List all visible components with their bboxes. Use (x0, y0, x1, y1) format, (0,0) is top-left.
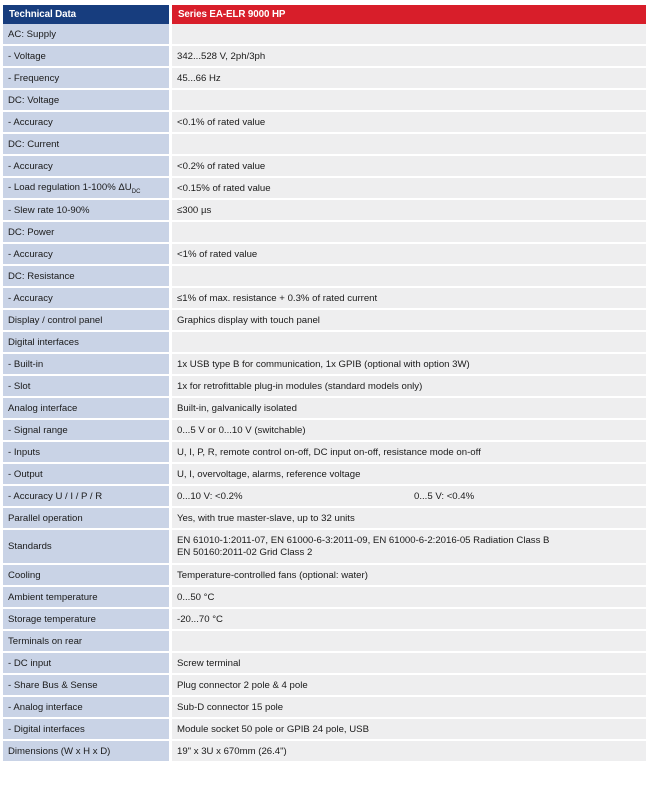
row-value: Sub-D connector 15 pole (172, 697, 646, 719)
row-value: <0.1% of rated value (172, 112, 646, 134)
row-label: - Voltage (3, 46, 172, 68)
row-value: U, I, P, R, remote control on-off, DC input on-off, resistance mode on-off (172, 442, 646, 464)
row-label: - Built-in (3, 354, 172, 376)
table-row (3, 464, 646, 486)
row-value: 0...5 V or 0...10 V (switchable) (172, 420, 646, 442)
row-label: - Share Bus & Sense (3, 675, 172, 697)
row-label (3, 178, 172, 200)
table-row (3, 222, 646, 244)
row-label: Parallel operation (3, 508, 172, 530)
row-label-subscript: DC (131, 188, 141, 195)
table-row (3, 134, 646, 156)
table-row (3, 90, 646, 112)
row-label: Analog interface (3, 398, 172, 420)
table-row (3, 332, 646, 354)
row-value: Built-in, galvanically isolated (172, 398, 646, 420)
table-row (3, 530, 646, 565)
table-row (3, 719, 646, 741)
row-label: DC: Power (3, 222, 172, 244)
table-row (3, 609, 646, 631)
row-value-line-2: EN 50160:2011-02 Grid Class 2 (177, 546, 313, 558)
row-label: - Accuracy (3, 112, 172, 134)
row-label: DC: Current (3, 134, 172, 156)
row-value: Yes, with true master-slave, up to 32 units (172, 508, 646, 530)
table-row (3, 486, 646, 508)
row-value: Screw terminal (172, 653, 646, 675)
row-value (172, 90, 646, 112)
row-value: 45...66 Hz (172, 68, 646, 90)
table-row (3, 420, 646, 442)
row-value: 1x for retrofittable plug-in modules (standard models only) (172, 376, 646, 398)
row-label: - Digital interfaces (3, 719, 172, 741)
table-row (3, 178, 646, 200)
row-label: Terminals on rear (3, 631, 172, 653)
row-value: Temperature-controlled fans (optional: water) (172, 565, 646, 587)
table-row (3, 200, 646, 222)
row-value (172, 24, 646, 46)
row-value: ≤1% of max. resistance + 0.3% of rated current (172, 288, 646, 310)
row-value (172, 222, 646, 244)
table-row (3, 398, 646, 420)
row-label: - Frequency (3, 68, 172, 90)
table-row (3, 68, 646, 90)
row-label: - Accuracy (3, 244, 172, 266)
row-value: Plug connector 2 pole & 4 pole (172, 675, 646, 697)
row-label: AC: Supply (3, 24, 172, 46)
row-label: - Accuracy U / I / P / R (3, 486, 172, 508)
row-label-text: - Load regulation 1-100% ΔU (8, 181, 132, 193)
row-label: Display / control panel (3, 310, 172, 332)
row-label: - Slew rate 10-90% (3, 200, 172, 222)
table-row (3, 24, 646, 46)
row-label: - DC input (3, 653, 172, 675)
row-label: Dimensions (W x H x D) (3, 741, 172, 763)
row-value: ≤300 µs (172, 200, 646, 222)
row-value (172, 332, 646, 354)
table-row (3, 266, 646, 288)
table-row (3, 508, 646, 530)
row-value-line-1: EN 61010-1:2011-07, EN 61000-6-3:2011-09, EN 61000-6-2:2016-05 Radiation Class B (177, 534, 550, 546)
table-row (3, 697, 646, 719)
row-label: DC: Resistance (3, 266, 172, 288)
table-row (3, 244, 646, 266)
row-value: 1x USB type B for communication, 1x GPIB (optional with option 3W) (172, 354, 646, 376)
row-value: <0.2% of rated value (172, 156, 646, 178)
row-label: Standards (3, 530, 172, 565)
row-label: DC: Voltage (3, 90, 172, 112)
tech-data-sheet (3, 5, 646, 763)
table-row (3, 112, 646, 134)
row-label: - Accuracy (3, 156, 172, 178)
row-value (172, 530, 646, 565)
table-row (3, 653, 646, 675)
table-row (3, 376, 646, 398)
header-series: Series EA-ELR 9000 HP (172, 5, 646, 24)
table-row (3, 288, 646, 310)
row-value (172, 266, 646, 288)
row-label: Storage temperature (3, 609, 172, 631)
table-row (3, 310, 646, 332)
row-value: U, I, overvoltage, alarms, reference voltage (172, 464, 646, 486)
row-value: 19" x 3U x 670mm (26.4") (172, 741, 646, 763)
row-value: Graphics display with touch panel (172, 310, 646, 332)
row-value: Module socket 50 pole or GPIB 24 pole, USB (172, 719, 646, 741)
table-row (3, 631, 646, 653)
header-title: Technical Data (3, 5, 172, 24)
row-label: - Output (3, 464, 172, 486)
table-row (3, 156, 646, 178)
row-label: - Slot (3, 376, 172, 398)
row-label: Digital interfaces (3, 332, 172, 354)
row-value: 0...50 °C (172, 587, 646, 609)
table-header (3, 5, 646, 24)
table-row (3, 587, 646, 609)
row-label: - Inputs (3, 442, 172, 464)
row-value (172, 631, 646, 653)
row-label: Ambient temperature (3, 587, 172, 609)
spec-table (3, 5, 646, 763)
row-value-2: 0...5 V: <0.4% (409, 486, 646, 508)
table-row (3, 741, 646, 763)
table-row (3, 46, 646, 68)
row-value: 342...528 V, 2ph/3ph (172, 46, 646, 68)
row-label: - Signal range (3, 420, 172, 442)
row-label: Cooling (3, 565, 172, 587)
table-row (3, 442, 646, 464)
row-value: 0...10 V: <0.2% (172, 486, 409, 508)
table-row (3, 675, 646, 697)
row-value: <1% of rated value (172, 244, 646, 266)
row-value: <0.15% of rated value (172, 178, 646, 200)
row-value (172, 134, 646, 156)
row-label: - Accuracy (3, 288, 172, 310)
row-value: -20...70 °C (172, 609, 646, 631)
table-row (3, 565, 646, 587)
table-row (3, 354, 646, 376)
row-label: - Analog interface (3, 697, 172, 719)
